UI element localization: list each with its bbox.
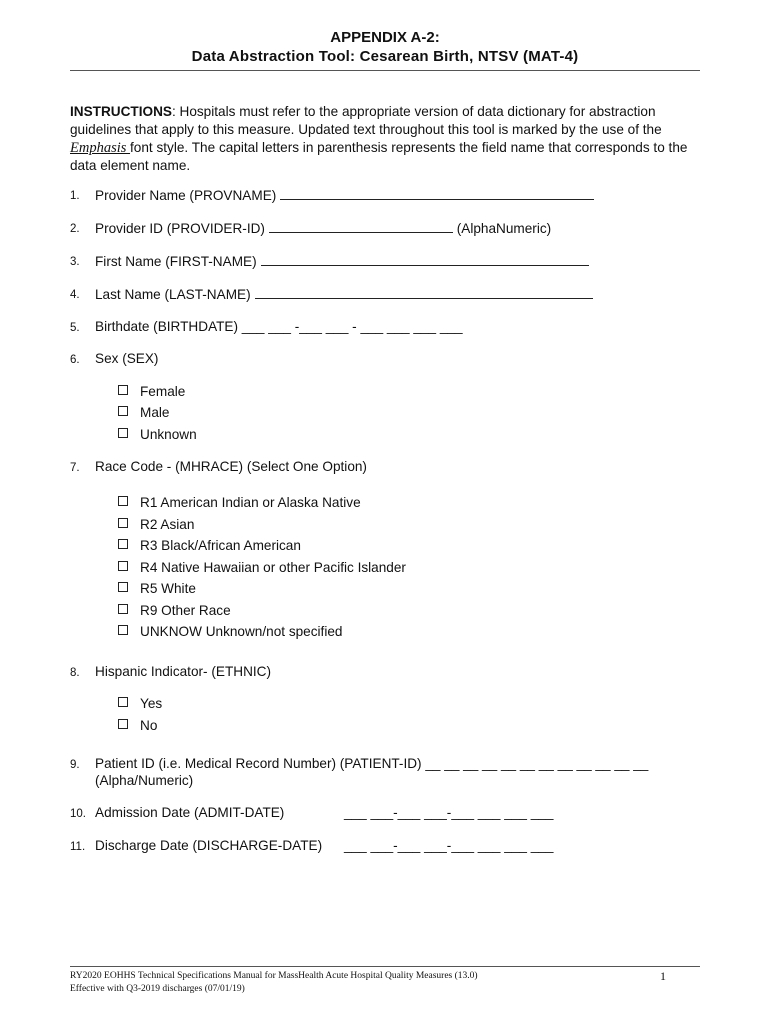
item-number: 10.	[70, 808, 86, 820]
instructions-text-2: font style. The capital letters in parenthesis represents the field name that corresponds to the data element name.	[70, 140, 688, 173]
option-race-r4[interactable]: R4 Native Hawaiian or other Pacific Islander	[118, 559, 406, 577]
instructions-label: INSTRUCTIONS	[70, 104, 172, 119]
option-yes[interactable]: Yes	[118, 695, 162, 713]
footer-manual-title: RY2020 EOHHS Technical Specifications Manual for MassHealth Acute Hospital Quality Measures (13.0)	[70, 971, 478, 981]
checkbox-icon[interactable]	[118, 561, 128, 571]
item-number: 7.	[70, 462, 80, 474]
checkbox-icon[interactable]	[118, 428, 128, 438]
checkbox-icon[interactable]	[118, 625, 128, 635]
item-label: Patient ID (i.e. Medical Record Number) (PATIENT-ID) __ __ __ __ __ __ __ __ __ __ __ __	[95, 756, 649, 771]
appendix-title: APPENDIX A-2:	[330, 29, 440, 46]
option-race-r9[interactable]: R9 Other Race	[118, 602, 231, 620]
checkbox-icon[interactable]	[118, 582, 128, 592]
option-race-r1[interactable]: R1 American Indian or Alaska Native	[118, 494, 361, 512]
item-number: 11.	[70, 841, 86, 853]
tool-subtitle: Data Abstraction Tool: Cesarean Birth, NTSV (MAT-4)	[191, 48, 579, 65]
option-race-unknow[interactable]: UNKNOW Unknown/not specified	[118, 623, 342, 641]
checkbox-icon[interactable]	[118, 518, 128, 528]
last-name-field[interactable]	[255, 285, 593, 299]
option-race-r3[interactable]: R3 Black/African American	[118, 537, 301, 555]
item-number: 6.	[70, 354, 80, 366]
instructions-paragraph	[70, 103, 700, 175]
checkbox-icon[interactable]	[118, 406, 128, 416]
item-label: First Name (FIRST-NAME)	[95, 254, 257, 269]
checkbox-icon[interactable]	[118, 496, 128, 506]
option-race-r5[interactable]: R5 White	[118, 580, 196, 598]
item-label: Provider Name (PROVNAME)	[95, 188, 277, 203]
provider-id-suffix: (AlphaNumeric)	[456, 221, 552, 236]
instructions-text-1: : Hospitals must refer to the appropriate version of data dictionary for abstraction guidelines that apply to this measure. Updated text throughout this tool is marked by the use of the	[70, 104, 662, 137]
item-label: Discharge Date (DISCHARGE-DATE)	[95, 838, 323, 853]
item-label: Hispanic Indicator- (ETHNIC)	[95, 664, 272, 679]
item-label: Last Name (LAST-NAME)	[95, 287, 251, 302]
patient-id-format: (Alpha/Numeric)	[95, 773, 194, 788]
item-number: 2.	[70, 223, 80, 235]
discharge-date-field[interactable]: ___ ___-___ ___-___ ___ ___ ___	[344, 838, 554, 853]
option-unknown[interactable]: Unknown	[118, 426, 197, 444]
footer-effective-date: Effective with Q3-2019 discharges (07/01/19)	[70, 984, 245, 994]
provider-name-field[interactable]	[280, 186, 594, 200]
first-name-field[interactable]	[261, 252, 589, 266]
checkbox-icon[interactable]	[118, 385, 128, 395]
page-number: 1	[660, 969, 666, 983]
header-divider	[70, 70, 700, 71]
item-number: 9.	[70, 759, 80, 771]
option-race-r2[interactable]: R2 Asian	[118, 516, 194, 534]
item-number: 5.	[70, 322, 80, 334]
footer-divider	[70, 966, 700, 967]
document-header	[70, 28, 700, 66]
item-number: 4.	[70, 289, 80, 301]
document-footer	[70, 970, 700, 996]
checkbox-icon[interactable]	[118, 719, 128, 729]
item-number: 1.	[70, 190, 80, 202]
option-female[interactable]: Female	[118, 383, 185, 401]
item-label: Provider ID (PROVIDER-ID)	[95, 221, 265, 236]
admission-date-field[interactable]: ___ ___-___ ___-___ ___ ___ ___	[344, 805, 554, 820]
item-number: 8.	[70, 667, 80, 679]
checkbox-icon[interactable]	[118, 697, 128, 707]
item-label: Birthdate (BIRTHDATE) ___ ___ -___ ___ - ___ ___ ___ ___	[95, 319, 463, 334]
checkbox-icon[interactable]	[118, 604, 128, 614]
option-no[interactable]: No	[118, 717, 157, 735]
item-label: Race Code - (MHRACE) (Select One Option)	[95, 459, 367, 474]
item-label: Admission Date (ADMIT-DATE)	[95, 805, 285, 820]
option-male[interactable]: Male	[118, 404, 169, 422]
checkbox-icon[interactable]	[118, 539, 128, 549]
item-label: Sex (SEX)	[95, 351, 159, 366]
item-number: 3.	[70, 256, 80, 268]
emphasis-sample: Emphasis	[70, 140, 131, 156]
provider-id-field[interactable]	[269, 219, 453, 233]
